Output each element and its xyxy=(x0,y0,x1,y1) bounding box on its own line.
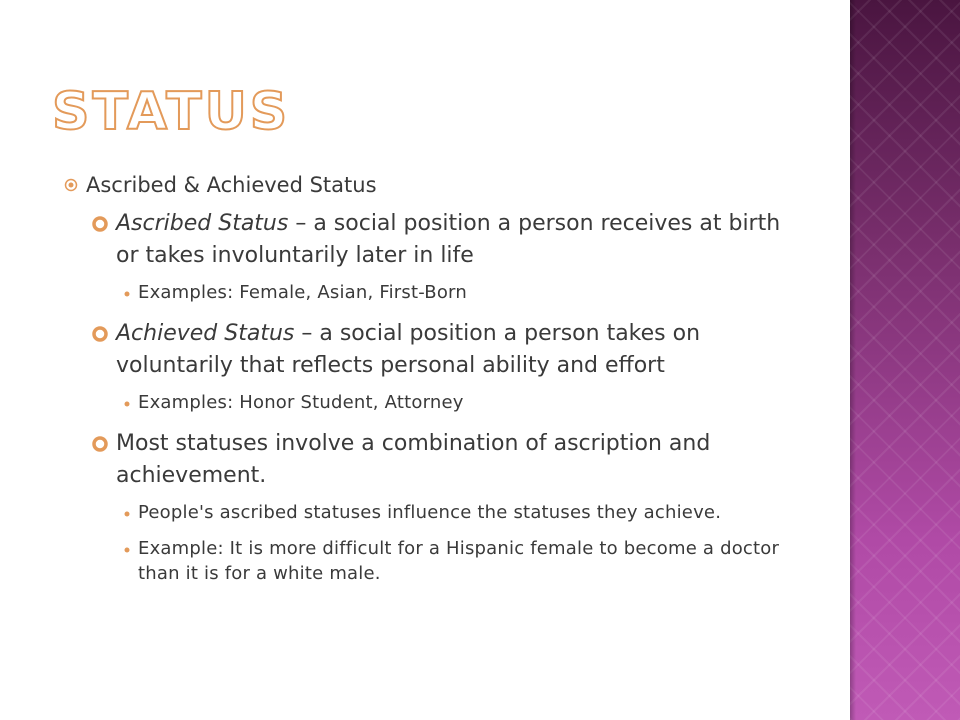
ring-bullet-icon xyxy=(84,208,116,240)
combination-text: Most statuses involve a combination of ascription and achievement. xyxy=(116,431,711,488)
ring-bullet-icon xyxy=(84,428,116,460)
dot-bullet-icon xyxy=(116,280,138,308)
dot-bullet-icon xyxy=(116,536,138,564)
side-panel-shadow xyxy=(850,0,856,720)
achieved-example: Examples: Honor Student, Attorney xyxy=(138,392,464,413)
bullet-achieved xyxy=(84,318,836,382)
bullet-level1 xyxy=(56,170,836,200)
ascribed-definition: a social position a person receives at birth or takes involuntarily later in life xyxy=(116,211,781,268)
bullet-combination-sub2 xyxy=(116,536,836,586)
combination-sub1: People's ascribed statuses influence the statuses they achieve. xyxy=(138,502,722,523)
ring-bullet-icon xyxy=(84,318,116,350)
dot-bullet-icon xyxy=(116,390,138,418)
achieved-dash: – xyxy=(294,321,320,346)
bullet-achieved-example xyxy=(116,390,836,418)
slide-title: STATUS xyxy=(52,82,291,142)
bullet-combination-sub1 xyxy=(116,500,836,528)
bullet-level1-text: Ascribed & Achieved Status xyxy=(86,173,377,197)
dot-bullet-icon xyxy=(116,500,138,528)
achieved-text xyxy=(116,318,796,382)
ascribed-dash: – xyxy=(288,211,314,236)
ascribed-example: Examples: Female, Asian, First-Born xyxy=(138,282,467,303)
bullet-ascribed-example xyxy=(116,280,836,308)
achieved-definition: a social position a person takes on voluntarily that reflects personal ability and effort xyxy=(116,321,701,378)
ascribed-term: Ascribed Status xyxy=(116,211,289,236)
slide-content xyxy=(56,170,836,586)
bullet-ascribed xyxy=(84,208,836,272)
ascribed-text xyxy=(116,208,796,272)
combination-sub2: Example: It is more difficult for a Hispanic female to become a doctor than it is for a white male. xyxy=(138,538,780,584)
circle-dot-bullet-icon xyxy=(56,170,86,200)
achieved-term: Achieved Status xyxy=(116,321,295,346)
bullet-combination xyxy=(84,428,836,492)
decorative-side-panel xyxy=(850,0,960,720)
